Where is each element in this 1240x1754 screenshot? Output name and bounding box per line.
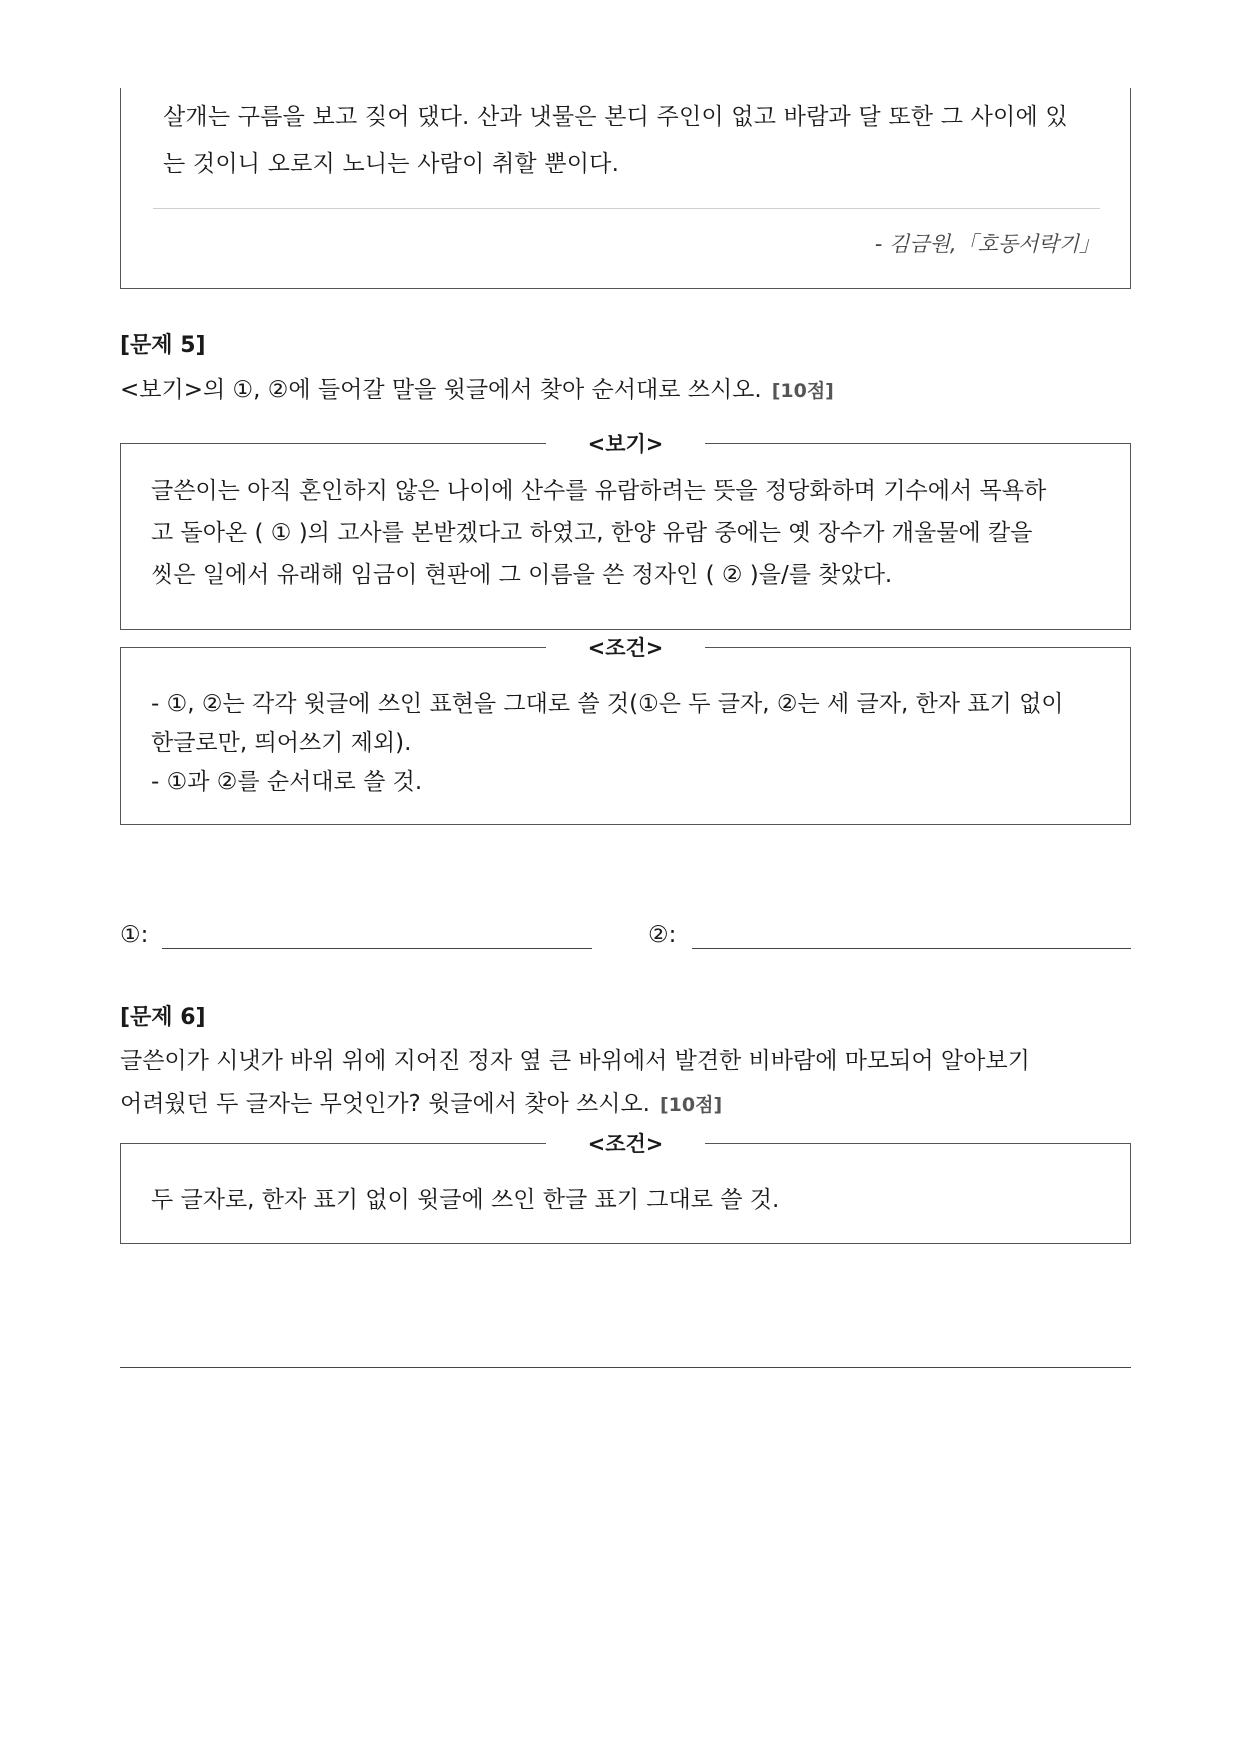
bogi-line: 씻은 일에서 유래해 임금이 현판에 그 이름을 쓴 정자인 ( ② )을/를 찾았다. [151,562,893,588]
question-6-points: [10점] [659,1094,723,1116]
passage-box [120,88,1131,289]
bogi-box [120,432,1131,630]
condition-box-q5 [120,636,1131,825]
bogi-line: 고 돌아온 ( ① )의 고사를 본받겠다고 하였고, 한양 유람 중에는 옛 장수가 개울물에 칼을 [151,520,1033,546]
condition-text-q6: 두 글자로, 한자 표기 없이 윗글에 쓰인 한글 표기 그대로 쓸 것. [151,1187,780,1213]
question-6-prompt-line: 어려웠던 두 글자는 무엇인가? 윗글에서 찾아 쓰시오. [10점] [120,1091,723,1117]
passage-line: 살개는 구름을 보고 짖어 댔다. 산과 냇물은 본디 주인이 없고 바람과 달 또한 그 사이에 있 [163,104,1068,130]
bogi-line: 글쓴이는 아직 혼인하지 않은 나이에 산수를 유람하려는 뜻을 정당화하며 기수에서 목욕하 [151,478,1047,504]
question-6-prompt [120,1040,1130,1127]
question-6-prompt-line: 글쓴이가 시냇가 바위 위에 지어진 정자 옆 큰 바위에서 발견한 비바람에 마모되어 알아보기 [120,1048,1030,1074]
condition-label-q6: <조건> [121,1128,1130,1158]
condition-line: - ①과 ②를 순서대로 쓸 것. [151,769,423,795]
condition-line: - ①, ②는 각각 윗글에 쓰인 표현을 그대로 쓸 것(①은 두 글자, ②는 세 글자, 한자 표기 없이 [151,691,1064,717]
question-5-points: [10점] [771,380,834,402]
answer-2-line[interactable] [692,948,1131,949]
answer-2-label: ②: [648,922,677,948]
answer-1-label: ①: [120,922,149,948]
answer-1-line[interactable] [162,948,592,949]
question-5-title: [문제 5] [120,333,206,358]
condition-label-q5: <조건> [121,632,1130,662]
question-5-prompt-text: <보기>의 ①, ②에 들어갈 말을 윗글에서 찾아 순서대로 쓰시오. [120,377,762,403]
passage-divider [153,208,1100,209]
condition-text-q5 [151,685,1101,802]
question-5-prompt [120,369,1130,413]
passage-text [163,94,1103,188]
answer-row-q5 [120,922,1131,962]
question-6-title: [문제 6] [120,1005,206,1030]
answer-line-q6[interactable] [120,1367,1131,1368]
passage-source: - 김금원,「호동서락기」 [874,232,1100,256]
condition-line: 한글로만, 띄어쓰기 제외). [151,730,412,756]
bogi-text [151,470,1101,596]
condition-box-q6 [120,1132,1131,1244]
passage-line: 는 것이니 오로지 노니는 사람이 취할 뿐이다. [163,151,620,177]
bogi-label: <보기> [121,428,1130,458]
